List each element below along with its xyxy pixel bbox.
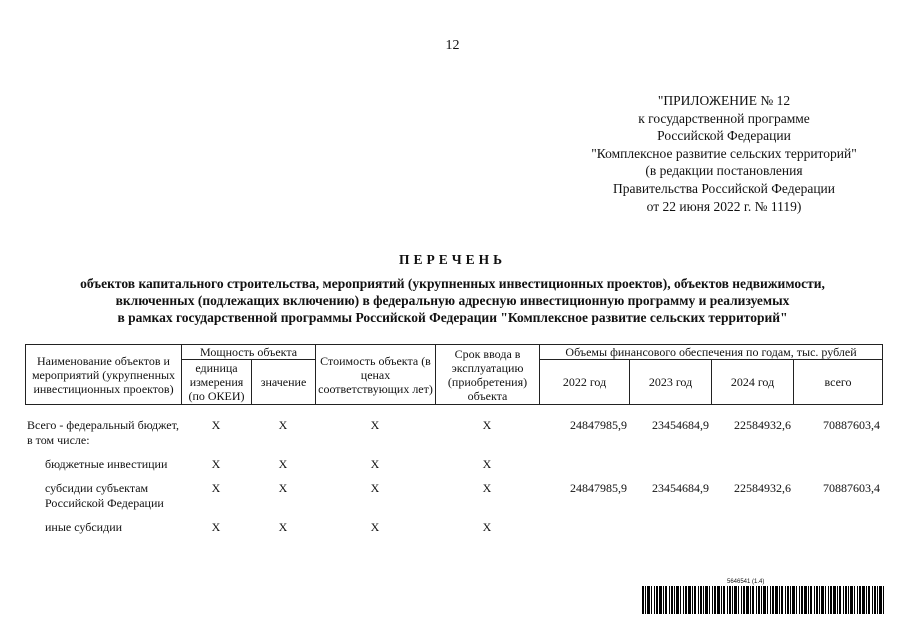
row-2023: 23454684,9: [652, 418, 709, 432]
appendix-line: Российской Федерации: [657, 128, 791, 144]
row-2024: 22584932,6: [734, 418, 791, 432]
row-2022: [539, 520, 629, 535]
appendix-line: от 22 июня 2022 г. № 1119): [646, 198, 802, 214]
document-subtitle: [20, 275, 885, 326]
row-2022: 24847985,9: [570, 418, 627, 432]
row-deadline: Х: [482, 520, 492, 534]
table-header: [25, 344, 883, 405]
row-total: 70887603,4: [823, 418, 880, 432]
page-number: 12: [445, 38, 460, 53]
row-unit: Х: [211, 418, 221, 432]
table-row: [25, 418, 882, 448]
document-title: ПЕРЕЧЕНЬ: [398, 252, 507, 267]
row-cost: Х: [370, 418, 380, 432]
appendix-block: [566, 92, 882, 215]
row-name: субсидии субъектам Российской Федерации: [45, 481, 164, 510]
header-2024: 2024 год: [712, 360, 794, 405]
row-2024: 22584932,6: [734, 481, 791, 495]
header-unit: единица измерения (по ОКЕИ): [182, 360, 252, 405]
row-2024: [711, 520, 793, 535]
header-2023: 2023 год: [630, 360, 712, 405]
row-value: Х: [278, 418, 288, 432]
header-deadline: Срок ввода в эксплуатацию (приобретения) объекта: [436, 345, 540, 405]
table-row: [25, 520, 882, 535]
appendix-line: (в редакции постановления: [645, 163, 803, 179]
row-total: 70887603,4: [823, 481, 880, 495]
barcode: [642, 586, 884, 614]
row-unit: Х: [211, 481, 221, 495]
header-2022: 2022 год: [540, 360, 630, 405]
row-2022: [539, 457, 629, 472]
row-deadline: Х: [482, 457, 492, 471]
row-name: бюджетные инвестиции: [45, 457, 168, 471]
row-unit: Х: [211, 457, 221, 471]
table-row: [25, 457, 882, 472]
header-name: Наименование объектов и мероприятий (укрупненных инвестиционных проектов): [26, 345, 182, 405]
header-capacity: Мощность объекта: [182, 345, 316, 360]
row-2023: 23454684,9: [652, 481, 709, 495]
appendix-line: "ПРИЛОЖЕНИЕ № 12: [657, 93, 791, 108]
row-2023: [629, 457, 711, 472]
appendix-line: "Комплексное развитие сельских территорий": [591, 145, 857, 161]
header-financing: Объемы финансового обеспечения по годам, тыс. рублей: [540, 345, 883, 360]
row-total: [793, 520, 882, 535]
row-2022: 24847985,9: [570, 481, 627, 495]
appendix-line: к государственной программе: [638, 110, 810, 126]
row-name: иные субсидии: [45, 520, 123, 534]
row-cost: Х: [370, 481, 380, 495]
table-body: [25, 418, 882, 535]
row-name: Всего - федеральный бюджет, в том числе:: [27, 418, 179, 447]
row-value: Х: [278, 520, 288, 534]
header-total: всего: [794, 360, 883, 405]
row-cost: Х: [370, 457, 380, 471]
row-deadline: Х: [482, 418, 492, 432]
subtitle-line: объектов капитального строительства, мероприятий (укрупненных инвестиционных проектов), объектов недвижимости,: [80, 276, 825, 291]
row-2023: [629, 520, 711, 535]
row-deadline: Х: [482, 481, 492, 495]
subtitle-line: включенных (подлежащих включению) в федеральную адресную инвестиционную программу и реализуемых: [115, 293, 790, 308]
table-row: [25, 481, 882, 511]
row-cost: Х: [370, 520, 380, 534]
appendix-line: Правительства Российской Федерации: [613, 180, 835, 196]
header-cost: Стоимость объекта (в ценах соответствующих лет): [316, 345, 436, 405]
barcode-label: 5646541 (1.4): [727, 579, 765, 585]
row-2024: [711, 457, 793, 472]
row-unit: Х: [211, 520, 221, 534]
subtitle-line: в рамках государственной программы Российской Федерации "Комплексное развитие сельских территорий": [117, 310, 788, 325]
row-value: Х: [278, 481, 288, 495]
row-total: [793, 457, 882, 472]
row-value: Х: [278, 457, 288, 471]
header-value: значение: [252, 360, 316, 405]
